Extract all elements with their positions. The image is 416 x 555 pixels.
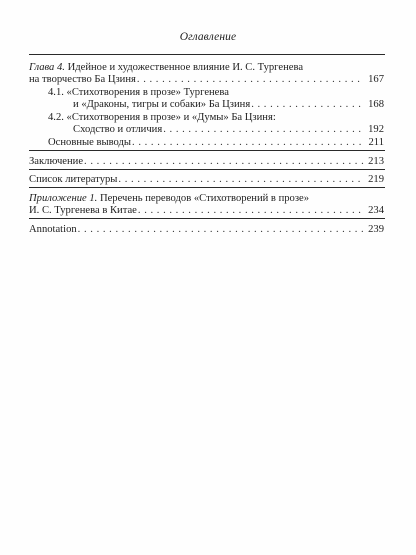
chapter4-title-text: Идейное и художественное влияние И. С. Тургенева	[67, 62, 304, 73]
toc-entry-conclusion[interactable]	[29, 155, 384, 168]
page-number: 167	[368, 74, 384, 85]
toc-entry-section-4-2[interactable]	[73, 123, 384, 136]
page-number: 219	[368, 174, 384, 185]
section-4-1-line2: и «Драконы, тигры и собаки» Ба Цзиня	[73, 99, 251, 110]
page-number: 168	[368, 99, 384, 110]
bibliography-label: Список литературы	[29, 174, 118, 185]
rule	[29, 150, 385, 151]
toc-entry-section-4-1[interactable]	[73, 98, 384, 111]
top-rule	[29, 54, 385, 55]
toc-entry-appendix1[interactable]	[29, 204, 384, 217]
section-4-1-line1: 4.1. «Стихотворения в прозе» Тургенева	[48, 87, 229, 98]
page-number: 213	[368, 156, 384, 167]
toc-heading: Оглавление	[179, 31, 237, 43]
page-number: 234	[368, 205, 384, 216]
section-4-2-line1: 4.2. «Стихотворения в прозе» и «Думы» Ба Цзиня:	[48, 112, 276, 123]
chapter4-title-line2: на творчество Ба Цзиня	[29, 74, 136, 85]
conclusion-label: Заключение	[29, 156, 84, 167]
leader-dots	[137, 73, 364, 86]
leader-dots	[84, 155, 364, 168]
rule	[29, 187, 385, 188]
chapter4-label: Глава 4.	[29, 62, 65, 73]
page-number: 192	[368, 124, 384, 135]
leader-dots	[163, 123, 364, 136]
appendix1-title-text: Перечень переводов «Стихотворений в прозе»	[99, 193, 310, 204]
appendix1-label: Приложение 1.	[29, 193, 98, 204]
toc-entry-annotation[interactable]	[29, 223, 384, 236]
annotation-label: Annotation	[29, 224, 77, 235]
leader-dots	[118, 173, 364, 186]
rule	[29, 218, 385, 219]
leader-dots	[138, 204, 364, 217]
page-number: 211	[368, 137, 384, 148]
section-4-2-line2: Сходство и отличия	[73, 124, 163, 135]
leader-dots	[251, 98, 364, 111]
toc-entry-chapter4[interactable]	[29, 73, 384, 86]
page-number: 239	[368, 224, 384, 235]
rule	[29, 169, 385, 170]
toc-entry-conclusions[interactable]	[48, 136, 384, 149]
appendix1-title-line2: И. С. Тургенева в Китае	[29, 205, 137, 216]
conclusions-label: Основные выводы	[48, 137, 132, 148]
leader-dots	[132, 136, 364, 149]
leader-dots	[78, 223, 364, 236]
toc-entry-bibliography[interactable]	[29, 173, 384, 186]
